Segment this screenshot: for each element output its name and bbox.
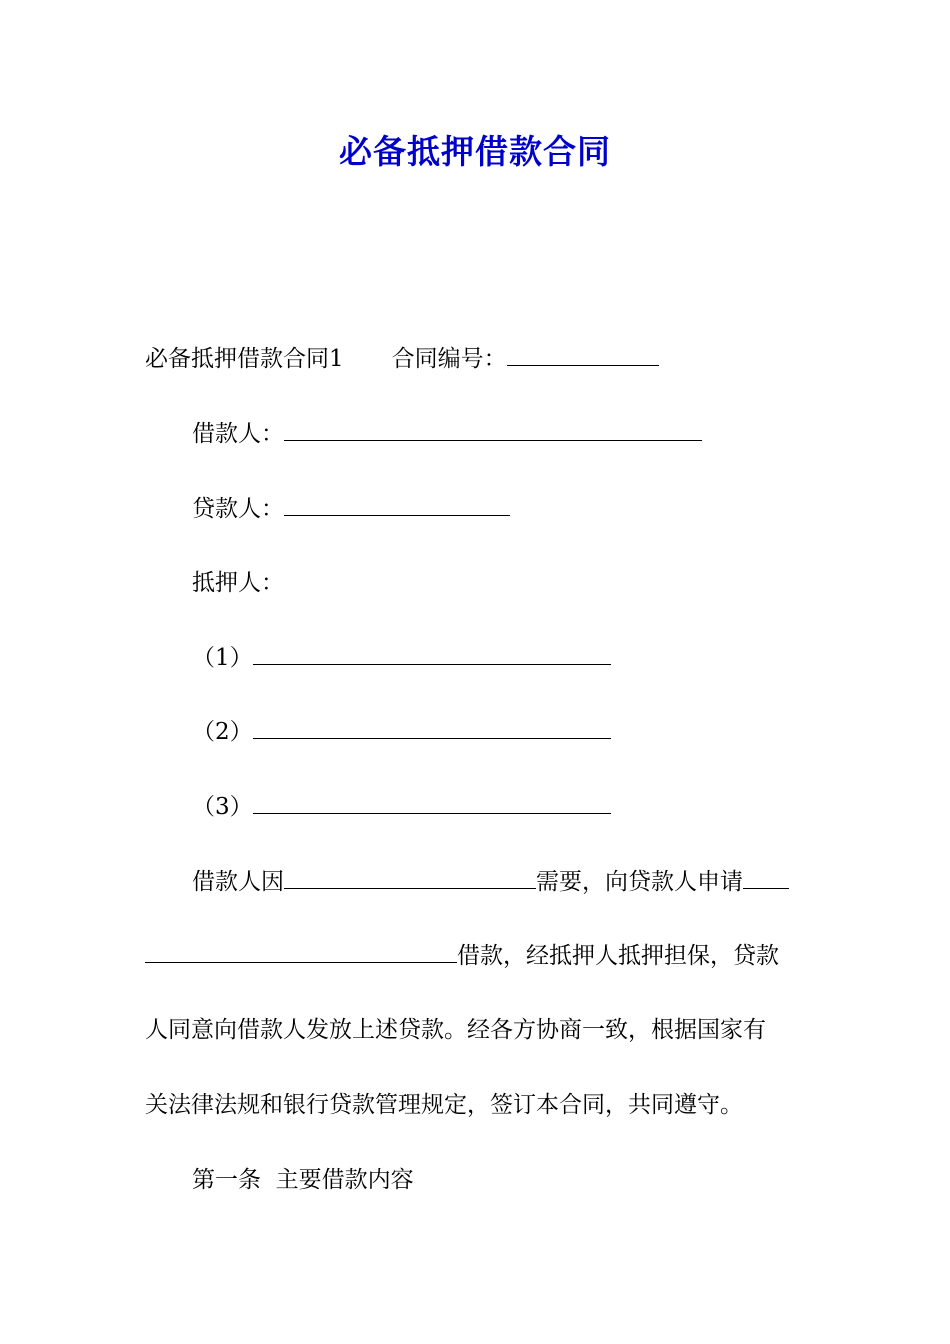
lender-line <box>192 491 510 527</box>
mortgagor-item <box>192 714 611 750</box>
paragraph-line-3 <box>145 1012 766 1048</box>
amount-blank <box>145 940 457 963</box>
amount-blank-start <box>743 866 789 889</box>
mortgagor-line <box>192 565 284 601</box>
mortgagor-item-label: （2） <box>192 719 253 745</box>
paragraph-text: 借款人因 <box>192 869 284 895</box>
borrower-line <box>192 416 702 452</box>
lender-blank <box>284 493 510 516</box>
document-title: 必备抵押借款合同 <box>339 132 611 171</box>
mortgagor-label: 抵押人： <box>192 570 284 596</box>
header-line <box>145 341 659 377</box>
mortgagor-item-label: （1） <box>192 645 253 671</box>
borrower-blank <box>284 418 702 441</box>
contract-no-label: 合同编号： <box>391 346 507 372</box>
paragraph-text: 人同意向借款人发放上述贷款。经各方协商一致，根据国家有 <box>145 1017 766 1043</box>
paragraph-line-2 <box>145 938 779 974</box>
paragraph-line-1 <box>192 864 789 900</box>
paragraph-text: 借款，经抵押人抵押担保，贷款 <box>457 943 779 969</box>
purpose-blank <box>284 866 536 889</box>
mortgagor-item-blank <box>253 642 611 665</box>
mortgagor-item-blank <box>253 716 611 739</box>
article-1-heading <box>192 1162 414 1198</box>
borrower-label: 借款人： <box>192 421 284 447</box>
article-heading-text: 第一条 主要借款内容 <box>192 1167 414 1193</box>
mortgagor-item <box>192 789 611 825</box>
mortgagor-item-label: （3） <box>192 794 253 820</box>
paragraph-text: 需要，向贷款人申请 <box>536 869 743 895</box>
mortgagor-item <box>192 640 611 676</box>
doc-label: 必备抵押借款合同1 <box>145 346 344 372</box>
paragraph-line-4 <box>145 1087 743 1123</box>
lender-label: 贷款人： <box>192 496 284 522</box>
paragraph-text: 关法律法规和银行贷款管理规定，签订本合同，共同遵守。 <box>145 1092 743 1118</box>
mortgagor-item-blank <box>253 791 611 814</box>
contract-no-blank <box>507 343 659 366</box>
